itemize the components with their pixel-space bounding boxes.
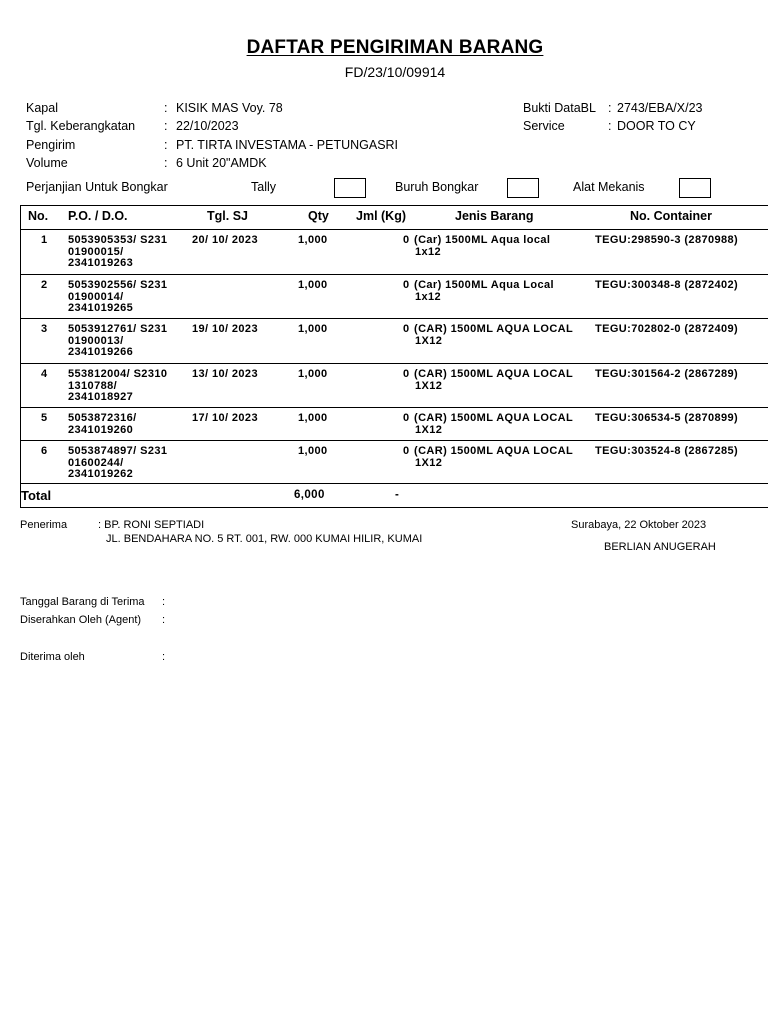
total-jml: - [395,489,399,501]
document-title: DAFTAR PENGIRIMAN BARANG [246,37,544,58]
row-container: TEGU:300348-8 (2872402) [595,279,739,291]
alat-mekanis-label: Alat Mekanis [573,180,645,194]
kapal-label: Kapal [26,101,58,115]
table-top-border [20,205,768,206]
row-po-line3: 2341019266 [68,346,134,358]
kapal-value: KISIK MAS Voy. 78 [176,101,283,115]
service-value: DOOR TO CY [617,119,696,133]
perusahaan-nama: BERLIAN ANUGERAH [604,541,716,553]
row-jenis-line2: 1X12 [415,456,443,469]
service-colon: : [608,119,612,133]
row-tgl-sj: 13/ 10/ 2023 [192,368,258,380]
row-po-line1: 5053902556/ S231 [68,279,168,291]
alat-mekanis-checkbox[interactable] [679,178,711,198]
row-jenis-line2: 1x12 [415,245,442,258]
volume-colon: : [164,156,168,170]
volume-label: Volume [26,156,68,170]
total-label: Total [21,488,52,503]
service-label: Service [523,119,565,133]
volume-value: 6 Unit 20"AMDK [176,156,267,170]
col-header-qty: Qty [308,209,329,223]
row-po-line2: 01900013/ [68,334,124,347]
row-jenis-line1: (CAR) 1500ML AQUA LOCAL [414,445,574,457]
row-jenis-line2: 1X12 [415,334,443,347]
table-left-border [20,205,21,508]
row-po-line1: 5053874897/ S231 [68,445,168,457]
buruh-bongkar-checkbox[interactable] [507,178,539,198]
row-qty: 1,000 [298,323,328,335]
row-jml: 0 [403,234,410,246]
row-po-line2: 1310788/ [68,379,118,392]
col-header-jenis: Jenis Barang [455,209,534,223]
row-po-line2: 01900015/ [68,245,124,258]
row-po-line1: 5053872316/ [68,412,137,424]
row-qty: 1,000 [298,412,328,424]
row-tgl-sj: 19/ 10/ 2023 [192,323,258,335]
row-no: 5 [41,412,48,424]
row-po-line1: 5053905353/ S231 [68,234,168,246]
row-jml: 0 [403,445,410,457]
pengirim-value: PT. TIRTA INVESTAMA - PETUNGASRI [176,138,399,152]
row-divider [20,440,768,441]
row-container: TEGU:702802-0 (2872409) [595,323,739,335]
row-po-line1: 5053912761/ S231 [68,323,168,335]
row-jenis-line2: 1X12 [415,423,443,436]
row-container: TEGU:303524-8 (2867285) [595,445,739,457]
tally-checkbox[interactable] [334,178,366,198]
row-no: 2 [41,279,48,291]
col-header-container: No. Container [630,209,712,223]
row-jenis-line1: (CAR) 1500ML AQUA LOCAL [414,412,574,424]
bukti-colon: : [608,101,612,115]
table-header-border [20,229,768,230]
row-jenis-line1: (Car) 1500ML Aqua Local [414,279,555,291]
kota-tanggal: Surabaya, 22 Oktober 2023 [571,519,707,531]
col-header-no: No. [28,209,49,223]
row-qty: 1,000 [298,279,328,291]
row-jenis-line1: (CAR) 1500ML AQUA LOCAL [414,368,574,380]
penerima-alamat: JL. BENDAHARA NO. 5 RT. 001, RW. 000 KUMAI HILIR, KUMAI [106,533,423,545]
tally-label: Tally [251,180,277,194]
diserahkan-colon: : [162,614,166,626]
kapal-colon: : [164,101,168,115]
row-jenis-line1: (Car) 1500ML Aqua local [414,234,551,246]
row-no: 6 [41,445,48,457]
row-tgl-sj: 20/ 10/ 2023 [192,234,258,246]
perjanjian-label: Perjanjian Untuk Bongkar [26,180,168,194]
diterima-colon: : [162,651,166,663]
table-body-bottom-border [20,483,768,484]
penerima-value: : BP. RONI SEPTIADI [98,519,205,531]
total-qty: 6,000 [294,489,325,501]
document-number: FD/23/10/09914 [344,64,446,80]
row-no: 1 [41,234,48,246]
row-po-line3: 2341019262 [68,468,134,480]
row-container: TEGU:298590-3 (2870988) [595,234,739,246]
bukti-databl-label: Bukti DataBL [523,101,596,115]
penerima-label: Penerima [20,519,68,531]
row-divider [20,318,768,319]
tgl-keberangkatan-label: Tgl. Keberangkatan [26,119,136,133]
row-po-line3: 2341019265 [68,302,134,314]
diterima-label: Diterima oleh [20,651,85,663]
row-jml: 0 [403,368,410,380]
row-po-line2: 2341019260 [68,423,134,436]
row-qty: 1,000 [298,234,328,246]
tanggal-terima-label: Tanggal Barang di Terima [20,596,145,608]
row-jml: 0 [403,279,410,291]
row-po-line3: 2341019263 [68,257,134,269]
col-header-jml: Jml (Kg) [356,209,406,223]
bukti-databl-value: 2743/EBA/X/23 [617,101,703,115]
row-no: 3 [41,323,48,335]
row-divider [20,363,768,364]
row-jml: 0 [403,323,410,335]
row-jml: 0 [403,412,410,424]
row-tgl-sj: 17/ 10/ 2023 [192,412,258,424]
pengirim-label: Pengirim [26,138,76,152]
row-po-line2: 01900014/ [68,290,124,303]
row-no: 4 [41,368,48,380]
row-jenis-line2: 1x12 [415,290,442,303]
pengirim-colon: : [164,138,168,152]
row-container: TEGU:301564-2 (2867289) [595,368,739,380]
row-po-line3: 2341018927 [68,391,134,403]
row-po-line2: 01600244/ [68,456,124,469]
row-divider [20,274,768,275]
col-header-tgl: Tgl. SJ [207,209,248,223]
diserahkan-label: Diserahkan Oleh (Agent) [20,614,142,626]
tgl-colon: : [164,119,168,133]
buruh-bongkar-label: Buruh Bongkar [395,180,479,194]
row-divider [20,407,768,408]
row-qty: 1,000 [298,445,328,457]
col-header-po: P.O. / D.O. [68,209,128,223]
tanggal-terima-colon: : [162,596,166,608]
tgl-keberangkatan-value: 22/10/2023 [176,119,239,133]
row-jenis-line1: (CAR) 1500ML AQUA LOCAL [414,323,574,335]
row-qty: 1,000 [298,368,328,380]
row-jenis-line2: 1X12 [415,379,443,392]
row-po-line1: 553812004/ S2310 [68,368,168,380]
table-bottom-border [20,507,768,508]
row-container: TEGU:306534-5 (2870899) [595,412,739,424]
